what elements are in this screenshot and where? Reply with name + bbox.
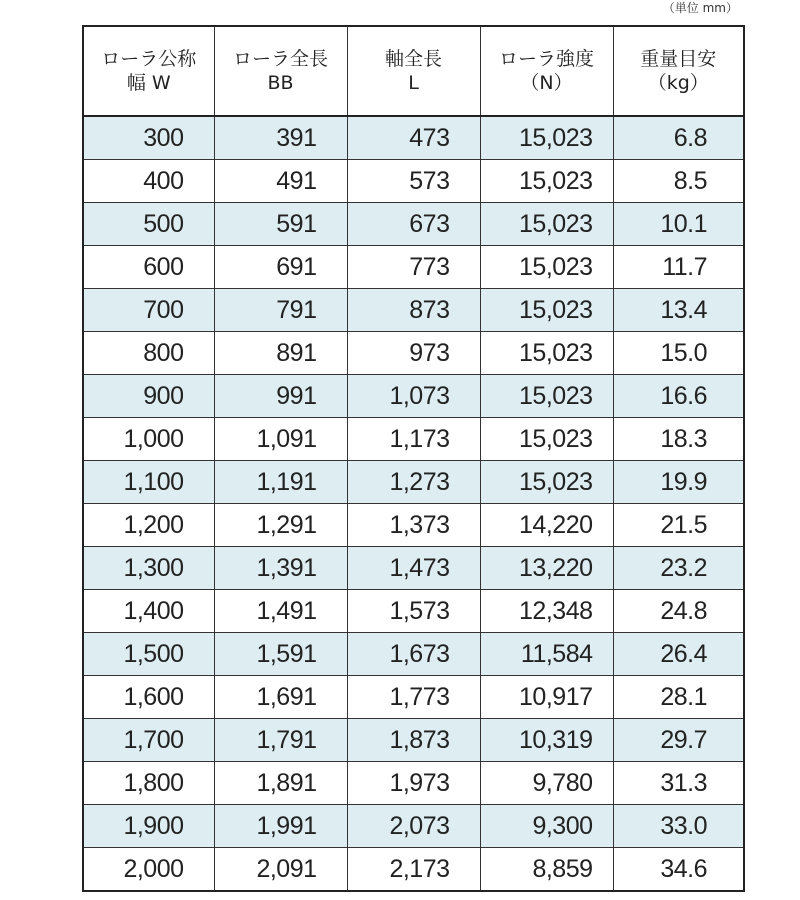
header-line1: 軸全長 xyxy=(384,48,442,70)
header-line1: ローラ強度 xyxy=(498,48,594,70)
weight-cell: 21.5 xyxy=(613,504,744,547)
roller-length-cell: 391 xyxy=(214,116,347,160)
header-line2: BB xyxy=(267,72,294,94)
weight-cell: 24.8 xyxy=(613,590,744,633)
roller-strength-cell: 15,023 xyxy=(480,461,613,504)
table-row xyxy=(83,547,744,590)
roller-strength-cell: 9,300 xyxy=(480,805,613,848)
roller-strength-cell: 8,859 xyxy=(480,848,613,892)
roller-strength-cell: 10,917 xyxy=(480,676,613,719)
weight-cell: 31.3 xyxy=(613,762,744,805)
roller-strength-cell: 15,023 xyxy=(480,116,613,160)
header-line1: 重量目安 xyxy=(640,48,717,70)
table-row xyxy=(83,203,744,246)
weight-cell: 10.1 xyxy=(613,203,744,246)
nominal-width-cell: 900 xyxy=(83,375,214,418)
shaft-length-cell: 473 xyxy=(347,116,480,160)
shaft-length-cell: 1,073 xyxy=(347,375,480,418)
shaft-length-cell: 573 xyxy=(347,160,480,203)
header-line2: （N） xyxy=(520,72,573,94)
shaft-length-cell: 1,873 xyxy=(347,719,480,762)
unit-note: （単位 mm） xyxy=(662,1,738,15)
nominal-width-cell: 600 xyxy=(83,246,214,289)
shaft-length-cell: 1,973 xyxy=(347,762,480,805)
table-row xyxy=(83,116,744,160)
shaft-length-cell: 2,073 xyxy=(347,805,480,848)
table-row xyxy=(83,289,744,332)
header-line1: ローラ全長 xyxy=(232,48,328,70)
table-row xyxy=(83,633,744,676)
shaft-length-cell: 2,173 xyxy=(347,848,480,892)
table-row xyxy=(83,418,744,461)
shaft-length-cell: 873 xyxy=(347,289,480,332)
weight-cell: 13.4 xyxy=(613,289,744,332)
roller-strength-cell: 15,023 xyxy=(480,289,613,332)
nominal-width-cell: 1,200 xyxy=(83,504,214,547)
roller-strength-cell: 14,220 xyxy=(480,504,613,547)
weight-cell: 18.3 xyxy=(613,418,744,461)
roller-length-cell: 1,791 xyxy=(214,719,347,762)
weight-cell: 26.4 xyxy=(613,633,744,676)
roller-length-cell: 991 xyxy=(214,375,347,418)
shaft-length-cell: 973 xyxy=(347,332,480,375)
nominal-width-cell: 500 xyxy=(83,203,214,246)
table-row xyxy=(83,461,744,504)
header-row xyxy=(83,26,744,116)
shaft-length-cell: 1,573 xyxy=(347,590,480,633)
table-row xyxy=(83,719,744,762)
nominal-width-cell: 800 xyxy=(83,332,214,375)
header-line2: （kg） xyxy=(647,72,709,94)
nominal-width-cell: 300 xyxy=(83,116,214,160)
roller-strength-cell: 15,023 xyxy=(480,160,613,203)
weight-cell: 19.9 xyxy=(613,461,744,504)
roller-strength-cell: 11,584 xyxy=(480,633,613,676)
weight-cell: 15.0 xyxy=(613,332,744,375)
roller-length-cell: 491 xyxy=(214,160,347,203)
weight-cell: 33.0 xyxy=(613,805,744,848)
header-line2: 幅 W xyxy=(126,72,171,94)
roller-length-cell: 1,491 xyxy=(214,590,347,633)
table-row xyxy=(83,332,744,375)
table-row xyxy=(83,246,744,289)
roller-strength-cell: 10,319 xyxy=(480,719,613,762)
roller-length-cell: 1,291 xyxy=(214,504,347,547)
weight-cell: 11.7 xyxy=(613,246,744,289)
shaft-length-cell: 773 xyxy=(347,246,480,289)
header-line1: ローラ公称 xyxy=(101,48,197,70)
shaft-length-cell: 673 xyxy=(347,203,480,246)
roller-length-cell: 1,991 xyxy=(214,805,347,848)
table-body xyxy=(83,116,744,891)
table-row xyxy=(83,590,744,633)
table-row xyxy=(83,160,744,203)
nominal-width-cell: 1,700 xyxy=(83,719,214,762)
weight-cell: 29.7 xyxy=(613,719,744,762)
weight-cell: 23.2 xyxy=(613,547,744,590)
weight-cell: 16.6 xyxy=(613,375,744,418)
roller-length-cell: 2,091 xyxy=(214,848,347,892)
roller-strength-cell: 12,348 xyxy=(480,590,613,633)
roller-length-cell: 591 xyxy=(214,203,347,246)
shaft-length-cell: 1,173 xyxy=(347,418,480,461)
roller-spec-table xyxy=(82,25,745,892)
table-row xyxy=(83,676,744,719)
header-roller-length xyxy=(214,26,347,116)
table-row xyxy=(83,504,744,547)
roller-strength-cell: 9,780 xyxy=(480,762,613,805)
roller-length-cell: 1,091 xyxy=(214,418,347,461)
roller-length-cell: 891 xyxy=(214,332,347,375)
roller-strength-cell: 15,023 xyxy=(480,418,613,461)
roller-length-cell: 791 xyxy=(214,289,347,332)
nominal-width-cell: 1,000 xyxy=(83,418,214,461)
header-weight xyxy=(613,26,744,116)
nominal-width-cell: 1,400 xyxy=(83,590,214,633)
weight-cell: 34.6 xyxy=(613,848,744,892)
roller-length-cell: 691 xyxy=(214,246,347,289)
nominal-width-cell: 1,800 xyxy=(83,762,214,805)
nominal-width-cell: 1,600 xyxy=(83,676,214,719)
nominal-width-cell: 1,900 xyxy=(83,805,214,848)
roller-strength-cell: 15,023 xyxy=(480,246,613,289)
nominal-width-cell: 2,000 xyxy=(83,848,214,892)
nominal-width-cell: 700 xyxy=(83,289,214,332)
shaft-length-cell: 1,773 xyxy=(347,676,480,719)
table-row xyxy=(83,805,744,848)
header-roller-strength xyxy=(480,26,613,116)
header-shaft-length xyxy=(347,26,480,116)
table-row xyxy=(83,762,744,805)
weight-cell: 8.5 xyxy=(613,160,744,203)
weight-cell: 6.8 xyxy=(613,116,744,160)
nominal-width-cell: 1,300 xyxy=(83,547,214,590)
weight-cell: 28.1 xyxy=(613,676,744,719)
roller-length-cell: 1,891 xyxy=(214,762,347,805)
roller-strength-cell: 15,023 xyxy=(480,375,613,418)
roller-length-cell: 1,591 xyxy=(214,633,347,676)
header-line2: L xyxy=(408,72,419,94)
nominal-width-cell: 1,100 xyxy=(83,461,214,504)
table-row xyxy=(83,848,744,892)
roller-length-cell: 1,191 xyxy=(214,461,347,504)
shaft-length-cell: 1,473 xyxy=(347,547,480,590)
roller-strength-cell: 15,023 xyxy=(480,332,613,375)
roller-strength-cell: 13,220 xyxy=(480,547,613,590)
roller-length-cell: 1,391 xyxy=(214,547,347,590)
roller-length-cell: 1,691 xyxy=(214,676,347,719)
table-row xyxy=(83,375,744,418)
header-nominal-width xyxy=(83,26,214,116)
shaft-length-cell: 1,373 xyxy=(347,504,480,547)
nominal-width-cell: 400 xyxy=(83,160,214,203)
roller-strength-cell: 15,023 xyxy=(480,203,613,246)
shaft-length-cell: 1,673 xyxy=(347,633,480,676)
nominal-width-cell: 1,500 xyxy=(83,633,214,676)
shaft-length-cell: 1,273 xyxy=(347,461,480,504)
